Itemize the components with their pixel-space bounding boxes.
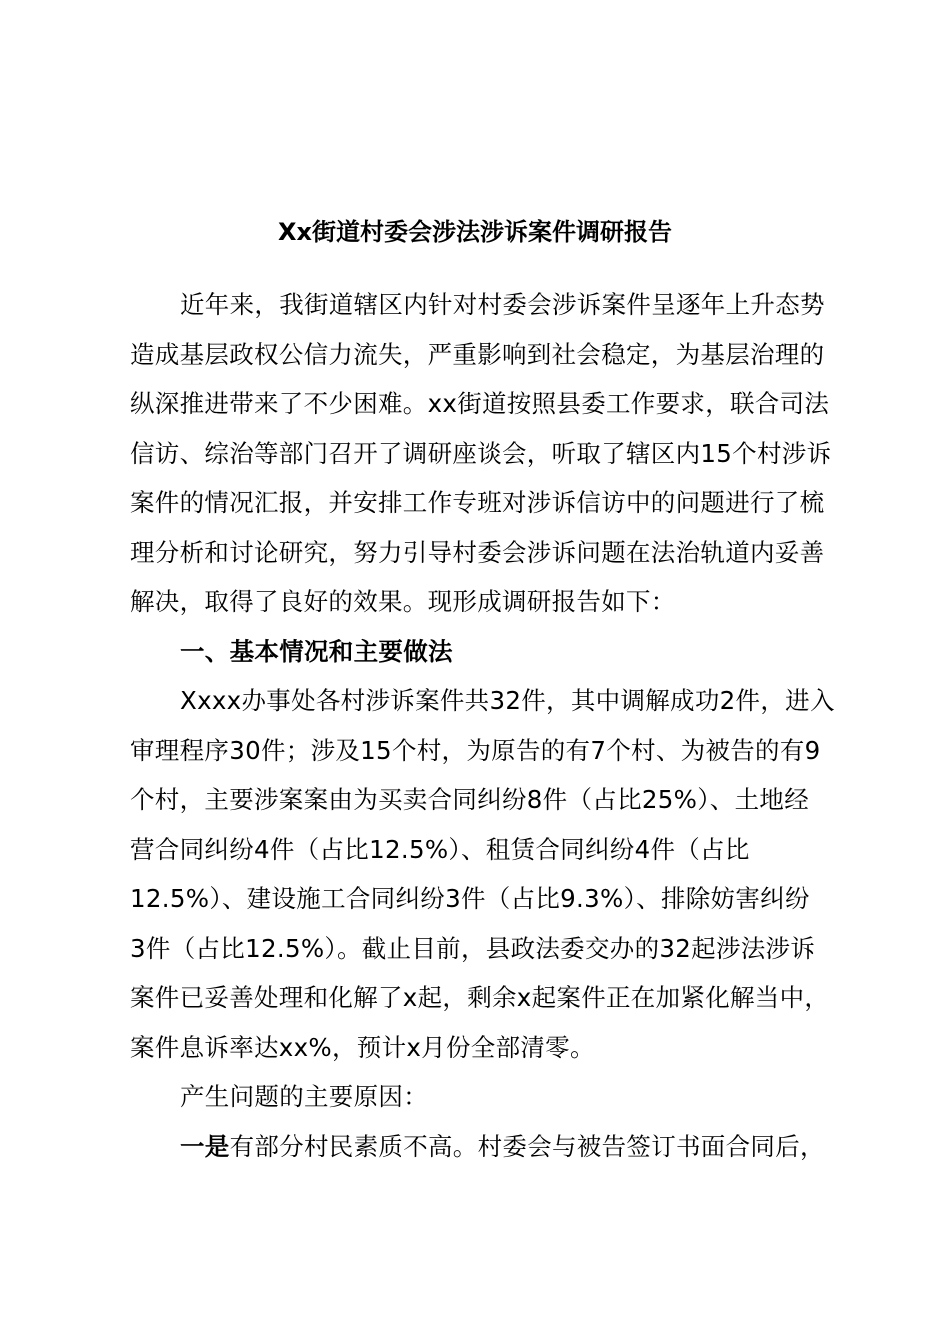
text-line: 营合同纠纷4件（占比12.5%）、租赁合同纠纷4件（占比: [130, 834, 750, 864]
text-line: 解决，取得了良好的效果。现形成调研报告如下：: [130, 587, 676, 616]
document-title: Xx街道村委会涉法涉诉案件调研报告: [278, 218, 672, 246]
text-line: 造成基层政权公信力流失，严重影响到社会稳定，为基层治理的: [130, 339, 825, 369]
section1-paragraph: [130, 676, 860, 1072]
intro-paragraph: [130, 280, 860, 627]
text-line: 理分析和讨论研究，努力引导村委会涉诉问题在法治轨道内妥善: [130, 537, 825, 567]
document-body: [130, 280, 860, 1171]
text-line: 个村，主要涉案案由为买卖合同纠纷8件（占比25%）、土地经: [130, 785, 809, 814]
text-line: 案件息诉率达xx%，预计x月份全部清零。: [130, 1032, 595, 1062]
cause-1: [130, 1122, 860, 1172]
text-line: 信访、综治等部门召开了调研座谈会，听取了辖区内15个村涉诉: [130, 438, 832, 468]
text-line: 案件已妥善处理和化解了x起，剩余x起案件正在加紧化解当中，: [130, 983, 830, 1012]
text-line: 审理程序30件；涉及15个村，为原告的有7个村、为被告的有9: [130, 735, 821, 765]
cause-1-lead: 一是: [180, 1131, 230, 1161]
causes-heading: 产生问题的主要原因：: [180, 1082, 428, 1111]
text-line: 近年来，我街道辖区内针对村委会涉诉案件呈逐年上升态势: [180, 290, 825, 319]
text-line: Xxxx办事处各村涉诉案件共32件，其中调解成功2件，进入: [180, 686, 835, 715]
text-line: 纵深推进带来了不少困难。xx街道按照县委工作要求，联合司法: [130, 389, 830, 418]
section-heading: 一、基本情况和主要做法: [180, 636, 453, 666]
text-line: 12.5%）、建设施工合同纠纷3件（占比9.3%）、排除妨害纠纷: [130, 884, 810, 913]
text-line: 3件（占比12.5%）。截止目前，县政法委交办的32起涉法涉诉: [130, 933, 816, 963]
text-line: 案件的情况汇报，并安排工作专班对涉诉信访中的问题进行了梳: [130, 488, 825, 517]
cause-1-text: 有部分村民素质不高。村委会与被告签订书面合同后，: [229, 1131, 825, 1161]
